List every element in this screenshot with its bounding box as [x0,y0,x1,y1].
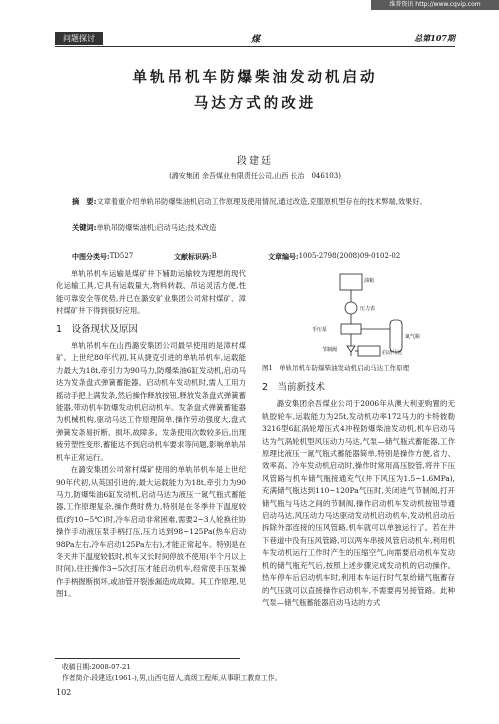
abstract-text: 文章着重介绍单轨吊防爆柴油机启动工作原理及使用情况,通过改造,克服原机型存在的技术弊端,效果好。 [96,197,427,206]
oil-tank-shape [340,274,362,290]
article-no-value: 1005-2798(2008)09-0102-02 [298,252,401,260]
accumulator-shape [390,320,402,352]
section-tag: 问题探讨 [55,32,103,45]
abstract-label: 摘 要: [72,197,97,206]
keywords [72,222,438,234]
author-bio: 作者简介:段建廷(1961-),男,山西屯留人,高级工程师,从事职工教育工作。 [62,674,282,682]
article-title-line1: 单轨吊机车防爆柴油发动机启动 [132,70,378,86]
watermark: 维普资讯 http://www.cqvip.com [371,0,499,10]
clc-value: TD527 [109,252,134,260]
section-1-paragraph-2: 在潞安集团公司常村煤矿使用的单轨吊机车是上世纪90年代初,从英国引进的,最大运载能力为18t,牵引力为90马力,防爆柴油6缸发动机,启动马达为液压一氮气瓶式蓄能器,工作原理复杂,操作费时费力,特别是在冬季井下温度较低(约10~5℃)时,冷车启动非常困难,需要2~3人轮换往协操作手动液压泵手柄打压,压力达到98~125Pa(热车启动98Pa左右,冷车启动125Pa左右),才能正常起车。特别是在冬天井下温度较低时,机车又长时间停放不使用(半个月以上时间),往往操作3~5次打压才能启动机车,经常使手压泵操作手柄握断损坏,或油管开裂渗漏造成故障。其工作原理,见图1。 [56,465,247,599]
author: 段建廷 [237,156,273,167]
valve-shape [347,346,355,352]
pressure-gauge-shape [345,302,357,314]
page-number: 102 [56,688,72,697]
journal-header [55,32,455,47]
journal-logo: 煤 [251,35,261,45]
keywords-text: 单轨吊防爆柴油机;启动马达;技术改造 [96,223,217,232]
label-motor: 启动马达 [382,350,403,356]
keywords-label: 关键词: [72,223,97,232]
label-gauge: 压力表 [360,306,376,312]
abstract [72,196,438,208]
label-pump: 手压泵 [312,327,328,333]
section-2-paragraph-1: 潞安集团余吾煤业公司于2006年从澳大利亚购置的无轨胶轮车,运载能力为25t,发动机功率172马力的卡特彼勒3216型6缸涡轮增压式4冲程防爆柴油发动机,机车启动马达为气涡轮机型风压动力马达,气泵—储气瓶式蓄能器,工作原理比液压一氮气瓶式蓄能器简单,特别是操作方便,省力、效率高。冷车发动机启动时,操作时常用高压胶管,将井下压风管路与机车储气瓶接通充气(井下风压为1.5~1.6MPa),充满储气瓶达到110~120Pa气压时,关闭进气节制阀,打开储气瓶与马达之间的节制阀,操作启动机车发动机按钮导通启动马达,风压动力马达驱动发动机启动机车,发动机启动后拆除外部连接的压风管路,机车就可以单独运行了。若在井下巷道中没有压风管路,可以两车串接风管启动机车,利用机车发动机运行工作时产生的压缩空气,向需要启动机车发动机的储气瓶充气后,按照上述步骤完成发动机的启动操作。热车停车后启动机车时,利用本车运行时气泵给储气瓶蓄存的气压就可以直接操作启动机车,不需要再另接管路。此种气泵—储气瓶蓄能器启动马达的方式 [262,399,455,607]
section-1-paragraph-1: 单轨吊机车在山西潞安集团公司最早使用的是漳村煤矿。上世纪80年代初,其从捷克引进的单轨吊机车,运载能力最大为18t,牵引力为90马力,防爆柴油6缸发动机,启动马达为发条盘式弹簧蓄能器。启动机车发动机时,需人工用力摇动手把上满发条,然后操作释放按钮,释放发条盘式弹簧蓄能器,带动机车防爆发动机启动机车。发条盘式弹簧蓄能器为机械机构,驱动马达工作原理简单,操作劳动强度大,盘式弹簧发条易折断、损坏,故障多。发条使用次数较多后,出现疲劳塑性变形,蓄能达不到启动机车要求等问题,影响单轨吊机车正常运行。 [56,341,246,462]
article-title-line2: 马达方式的改进 [193,96,317,112]
received-date: 收稿日期:2008-07-21 [62,663,131,671]
affiliation: (潞安集团 余吾煤业有限责任公司,山西 长治 046103) [169,172,341,180]
footnote-rule [55,658,240,659]
figure-1-diagram [298,268,448,360]
clc-label: 中图分类号: [72,252,110,261]
section-2-heading: 2 当前新技术 [262,382,326,393]
section-1-heading: 1 设备现状及原因 [56,323,139,335]
right-column [262,382,455,609]
issue-number: 总第107期 [414,33,455,43]
intro-paragraph: 单轨吊机车运输是煤矿井下辅助运输较为理想的现代化运输工具,它具有运载量大,物料转载、吊运灵活方便,性能可靠安全等优势,并已在潞安矿业集团公司常村煤矿、漳村煤矿井下得到很好应用。 [56,269,246,316]
doc-code-value: B [211,252,217,260]
figure-1-caption: 图1 单轨吊机车防爆柴油发动机启动马达工作原理 [262,364,410,372]
left-column [56,268,246,601]
label-tank: 油箱 [364,278,375,284]
article-no-label: 文章编号: [268,252,299,261]
doc-code-label: 文献标识码: [174,252,212,261]
hand-pump-shape [341,324,361,334]
label-accumulator: 氮气瓶 [405,334,421,340]
label-valve: 节制阀 [322,347,338,353]
motor-shape [358,346,380,356]
